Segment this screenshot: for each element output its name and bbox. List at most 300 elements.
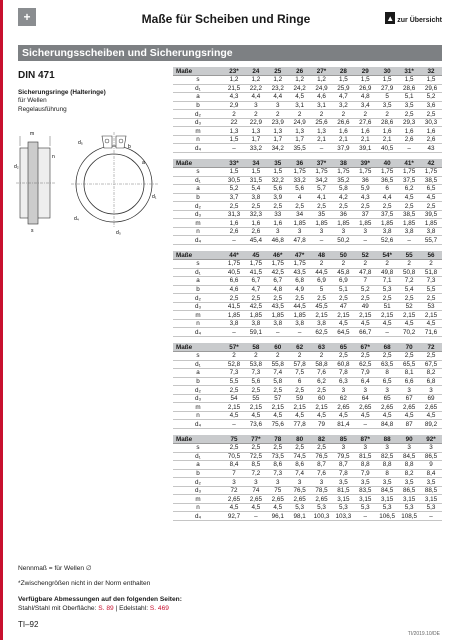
value-cell: 1,3 xyxy=(223,127,245,136)
value-cell: 2,1 xyxy=(311,135,333,144)
value-cell: 4,5 xyxy=(267,503,289,512)
label-a: a xyxy=(142,160,145,166)
value-cell: 1,6 xyxy=(376,127,398,136)
value-cell: 5,3 xyxy=(332,503,354,512)
value-cell: 2,15 xyxy=(267,403,289,412)
value-cell: 86,5 xyxy=(398,486,420,495)
value-cell: 63 xyxy=(311,343,333,352)
value-cell: 84,8 xyxy=(376,420,398,429)
value-cell: 45 xyxy=(245,251,267,260)
value-cell: 1,75 xyxy=(376,168,398,177)
value-cell: 37,9 xyxy=(332,144,354,153)
value-cell: 38,5 xyxy=(420,176,442,185)
table-row xyxy=(173,268,442,277)
value-cell: 79 xyxy=(311,420,333,429)
value-cell: 2,5 xyxy=(376,352,398,361)
value-cell: 55 xyxy=(245,394,267,403)
value-cell: 72,5 xyxy=(245,452,267,461)
value-cell: 43,5 xyxy=(267,302,289,311)
value-cell: 52 xyxy=(398,302,420,311)
value-cell: 3 xyxy=(289,227,311,236)
label-d1: d₁ xyxy=(152,194,157,200)
norm-title: DIN 471 xyxy=(18,70,55,81)
value-cell: 4,5 xyxy=(289,93,311,102)
value-cell: 1,85 xyxy=(267,311,289,320)
table-row xyxy=(173,452,442,461)
value-cell: 5,4 xyxy=(245,185,267,194)
label-n: n xyxy=(52,154,55,160)
value-cell: 7,2 xyxy=(245,469,267,478)
value-cell: 4,5 xyxy=(354,411,376,420)
table-header-row xyxy=(173,67,442,76)
value-cell: 36 xyxy=(289,159,311,168)
value-cell: 27* xyxy=(311,67,333,76)
value-cell: 60 xyxy=(311,394,333,403)
value-cell: 75,6 xyxy=(267,420,289,429)
value-cell: 96,1 xyxy=(267,512,289,521)
table-header-row xyxy=(173,251,442,260)
row-label-cell: Maße xyxy=(173,343,223,352)
table-row xyxy=(173,193,442,202)
value-cell: 42 xyxy=(420,159,442,168)
value-cell: 3,5 xyxy=(420,478,442,487)
value-cell: 1,3 xyxy=(289,127,311,136)
value-cell: 4,5 xyxy=(311,411,333,420)
value-cell: 3,7 xyxy=(223,193,245,202)
table-row xyxy=(173,210,442,219)
value-cell: 29,3 xyxy=(398,118,420,127)
row-label-cell: m xyxy=(173,311,223,320)
table-header-row xyxy=(173,159,442,168)
table-row xyxy=(173,469,442,478)
row-label-cell: Maße xyxy=(173,159,223,168)
value-cell: 4,6 xyxy=(223,285,245,294)
value-cell: 4,6 xyxy=(311,93,333,102)
value-cell: 30,5 xyxy=(223,176,245,185)
ring-lug-right xyxy=(116,136,126,148)
ref-separator: | xyxy=(113,605,120,612)
table-row xyxy=(173,503,442,512)
value-cell: 4,5 xyxy=(398,319,420,328)
row-label-cell: b xyxy=(173,469,223,478)
table-header-row xyxy=(173,343,442,352)
value-cell: 75 xyxy=(267,486,289,495)
value-cell: 71,6 xyxy=(420,328,442,337)
value-cell: 3,5 xyxy=(332,478,354,487)
value-cell: 1,6 xyxy=(332,127,354,136)
product-description xyxy=(18,89,106,114)
value-cell: 37 xyxy=(354,210,376,219)
value-cell: 25 xyxy=(267,67,289,76)
value-cell: 3 xyxy=(354,227,376,236)
value-cell: 51 xyxy=(376,302,398,311)
row-label-cell: a xyxy=(173,93,223,102)
table-row xyxy=(173,411,442,420)
value-cell: 5,3 xyxy=(289,503,311,512)
value-cell: 50,2 xyxy=(332,236,354,245)
value-cell: 106,5 xyxy=(376,512,398,521)
value-cell: 2 xyxy=(245,352,267,361)
value-cell: 1,5 xyxy=(223,135,245,144)
value-cell: 3,6 xyxy=(420,101,442,110)
value-cell: 23,2 xyxy=(267,84,289,93)
table-row xyxy=(173,176,442,185)
value-cell: 33,2 xyxy=(245,144,267,153)
value-cell: 31,5 xyxy=(245,176,267,185)
value-cell: 1,75 xyxy=(332,168,354,177)
value-cell: 100,3 xyxy=(311,512,333,521)
value-cell: 1,75 xyxy=(354,168,376,177)
value-cell: 31,3 xyxy=(223,210,245,219)
value-cell: 6,9 xyxy=(332,277,354,286)
value-cell: 2,5 xyxy=(376,202,398,211)
row-label-cell: d₃ xyxy=(173,118,223,127)
value-cell: 2 xyxy=(376,110,398,119)
row-label-cell: a xyxy=(173,369,223,378)
value-cell: 5 xyxy=(311,285,333,294)
value-cell: 36 xyxy=(332,210,354,219)
value-cell: 36,5 xyxy=(376,176,398,185)
value-cell: 23* xyxy=(223,67,245,76)
value-cell: 39,1 xyxy=(354,144,376,153)
value-cell: 3 xyxy=(223,478,245,487)
row-label-cell: b xyxy=(173,101,223,110)
value-cell: 56 xyxy=(420,251,442,260)
value-cell: 6,5 xyxy=(376,377,398,386)
value-cell: 27,9 xyxy=(376,84,398,93)
value-cell: 54* xyxy=(376,251,398,260)
table-row xyxy=(173,135,442,144)
value-cell: 5,3 xyxy=(376,285,398,294)
value-cell: 3,8 xyxy=(223,319,245,328)
value-cell: 44,5 xyxy=(311,268,333,277)
arrow-up-book-icon: ▲ xyxy=(386,13,395,23)
label-s: s xyxy=(31,228,34,234)
value-cell: 8,1 xyxy=(398,369,420,378)
value-cell: 1,85 xyxy=(354,219,376,228)
value-cell: 4,4 xyxy=(376,193,398,202)
value-cell: 4,5 xyxy=(267,411,289,420)
value-cell: 5,3 xyxy=(376,503,398,512)
value-cell: 67,5 xyxy=(420,360,442,369)
value-cell: 81,5 xyxy=(354,452,376,461)
table-row xyxy=(173,219,442,228)
value-cell: 7,3 xyxy=(420,277,442,286)
value-cell: 24,9 xyxy=(289,118,311,127)
table-row xyxy=(173,328,442,337)
value-cell: 3,9 xyxy=(267,193,289,202)
value-cell: 4,5 xyxy=(332,319,354,328)
value-cell: 2 xyxy=(267,110,289,119)
row-label-cell: s xyxy=(173,260,223,269)
row-label-cell: d₂ xyxy=(173,386,223,395)
value-cell: 1,6 xyxy=(223,219,245,228)
value-cell: 85 xyxy=(332,435,354,444)
value-cell: 2,65 xyxy=(245,495,267,504)
value-cell: 2,1 xyxy=(332,135,354,144)
value-cell: 47,8 xyxy=(289,236,311,245)
dimension-table xyxy=(173,159,442,245)
value-cell: 24,2 xyxy=(289,84,311,93)
row-label-cell: b xyxy=(173,377,223,386)
value-cell: 3,8 xyxy=(420,227,442,236)
table-row xyxy=(173,227,442,236)
value-cell: 6,9 xyxy=(311,277,333,286)
value-cell: 2,5 xyxy=(289,202,311,211)
value-cell: 8,4 xyxy=(420,469,442,478)
value-cell: 3,8 xyxy=(289,319,311,328)
value-cell: 78,5 xyxy=(311,486,333,495)
value-cell: 4,5 xyxy=(420,193,442,202)
value-cell: – xyxy=(267,328,289,337)
value-cell: 81,5 xyxy=(332,486,354,495)
value-cell: 64,5 xyxy=(332,328,354,337)
value-cell: 55,7 xyxy=(420,236,442,245)
value-cell: 2,5 xyxy=(420,202,442,211)
value-cell: 41,5 xyxy=(223,302,245,311)
value-cell: 42,5 xyxy=(245,302,267,311)
value-cell: 6,5 xyxy=(420,185,442,194)
value-cell: 1,85 xyxy=(223,311,245,320)
value-cell: 31* xyxy=(398,67,420,76)
value-cell: 2,5 xyxy=(420,352,442,361)
value-cell: – xyxy=(223,144,245,153)
table-row xyxy=(173,185,442,194)
value-cell: 3,8 xyxy=(398,227,420,236)
value-cell: 47,8 xyxy=(354,268,376,277)
value-cell: 34,2 xyxy=(267,144,289,153)
ref-label-stainless: Edelstahl: xyxy=(119,605,150,612)
row-label-cell: s xyxy=(173,168,223,177)
value-cell: 8,7 xyxy=(332,461,354,470)
value-cell: 8,5 xyxy=(245,461,267,470)
table-row xyxy=(173,76,442,85)
value-cell: 87* xyxy=(354,435,376,444)
row-label-cell: d₃ xyxy=(173,210,223,219)
row-label-cell: d₁ xyxy=(173,84,223,93)
row-label-cell: a xyxy=(173,461,223,470)
value-cell: 1,75 xyxy=(289,260,311,269)
value-cell: 2,65 xyxy=(289,495,311,504)
value-cell: 2,6 xyxy=(398,135,420,144)
value-cell: 6 xyxy=(289,377,311,386)
value-cell: 3,2 xyxy=(332,101,354,110)
value-cell: 2 xyxy=(223,352,245,361)
value-cell: 3,15 xyxy=(332,495,354,504)
value-cell: 76,5 xyxy=(289,486,311,495)
value-cell: 2,5 xyxy=(376,294,398,303)
table-row xyxy=(173,486,442,495)
value-cell: – xyxy=(398,236,420,245)
value-cell: 2,5 xyxy=(311,202,333,211)
ref-link-stainless[interactable]: S. 469 xyxy=(149,605,169,612)
retaining-ring-drawing xyxy=(16,128,166,240)
value-cell: 8,6 xyxy=(267,461,289,470)
value-cell: 2 xyxy=(289,352,311,361)
value-cell: 2,15 xyxy=(311,403,333,412)
value-cell: 59,1 xyxy=(245,328,267,337)
value-cell: 3 xyxy=(267,101,289,110)
value-cell: 34,2 xyxy=(311,176,333,185)
table-row xyxy=(173,285,442,294)
available-sizes-refs xyxy=(18,605,169,612)
value-cell: – xyxy=(354,236,376,245)
dimension-table xyxy=(173,343,442,429)
value-cell: 5,2 xyxy=(354,285,376,294)
value-cell: 7,2 xyxy=(398,277,420,286)
value-cell: 1,3 xyxy=(267,127,289,136)
value-cell: 5,3 xyxy=(354,503,376,512)
value-cell: 2,9 xyxy=(223,101,245,110)
value-cell: 2,5 xyxy=(420,294,442,303)
row-label-cell: d₁ xyxy=(173,268,223,277)
value-cell: 3,15 xyxy=(376,495,398,504)
table-row xyxy=(173,369,442,378)
value-cell: 33* xyxy=(223,159,245,168)
value-cell: 40 xyxy=(376,159,398,168)
row-label-cell: n xyxy=(173,503,223,512)
row-label-cell: a xyxy=(173,185,223,194)
value-cell: 5,2 xyxy=(223,185,245,194)
value-cell: 2,5 xyxy=(245,294,267,303)
value-cell: 2,15 xyxy=(376,311,398,320)
value-cell: 7,3 xyxy=(245,369,267,378)
value-cell: 46,8 xyxy=(267,236,289,245)
value-cell: 3 xyxy=(398,386,420,395)
value-cell: 2,5 xyxy=(332,202,354,211)
value-cell: 84,5 xyxy=(376,486,398,495)
value-cell: 2,65 xyxy=(267,495,289,504)
value-cell: 3 xyxy=(376,444,398,453)
value-cell: 7,3 xyxy=(223,369,245,378)
value-cell: 5,1 xyxy=(398,93,420,102)
value-cell: 36 xyxy=(354,176,376,185)
page-title: Maße für Scheiben und Ringe xyxy=(141,12,311,26)
value-cell: 1,6 xyxy=(420,127,442,136)
value-cell: 30,3 xyxy=(420,118,442,127)
row-label-cell: d₂ xyxy=(173,294,223,303)
value-cell: 1,75 xyxy=(398,168,420,177)
row-label-cell: m xyxy=(173,495,223,504)
value-cell: 4,4 xyxy=(245,93,267,102)
value-cell: 87 xyxy=(398,420,420,429)
value-cell: – xyxy=(223,420,245,429)
value-cell: 5 xyxy=(376,93,398,102)
value-cell: – xyxy=(354,512,376,521)
value-cell: 3 xyxy=(354,444,376,453)
value-cell: 3,5 xyxy=(354,478,376,487)
value-cell: 2 xyxy=(311,110,333,119)
value-cell: 2,5 xyxy=(398,294,420,303)
value-cell: 78 xyxy=(267,435,289,444)
value-cell: 2,5 xyxy=(223,202,245,211)
value-cell: 62,5 xyxy=(311,328,333,337)
row-label-cell: s xyxy=(173,76,223,85)
value-cell: 2,5 xyxy=(267,386,289,395)
value-cell: 7,8 xyxy=(332,369,354,378)
available-sizes-heading: Verfügbare Abmessungen auf den folgenden Seiten: xyxy=(18,596,182,603)
value-cell: 2,5 xyxy=(223,294,245,303)
row-label-cell: d₂ xyxy=(173,202,223,211)
row-label-cell: m xyxy=(173,403,223,412)
table-row xyxy=(173,478,442,487)
value-cell: 4,5 xyxy=(376,319,398,328)
value-cell: 8,7 xyxy=(311,461,333,470)
value-cell: 2,5 xyxy=(267,202,289,211)
value-cell: 1,75 xyxy=(245,260,267,269)
value-cell: 3 xyxy=(332,444,354,453)
value-cell: 8,8 xyxy=(376,461,398,470)
ref-link-steel[interactable]: S. 89 xyxy=(98,605,114,612)
value-cell: 1,3 xyxy=(311,127,333,136)
table-row xyxy=(173,101,442,110)
description-line: Sicherungsringe (Halteringe) xyxy=(18,89,106,96)
value-cell: 2 xyxy=(223,110,245,119)
value-cell: 45,4 xyxy=(245,236,267,245)
value-cell: 2,5 xyxy=(311,444,333,453)
value-cell: 7,6 xyxy=(311,369,333,378)
value-cell: 5,5 xyxy=(420,285,442,294)
value-cell: 2,5 xyxy=(245,444,267,453)
table-row xyxy=(173,294,442,303)
value-cell: 59 xyxy=(289,394,311,403)
value-cell: 1,6 xyxy=(245,219,267,228)
row-label-cell: d₄ xyxy=(173,236,223,245)
row-label-cell: b xyxy=(173,193,223,202)
page-number: TI–92 xyxy=(18,620,39,629)
value-cell: 81,4 xyxy=(332,420,354,429)
value-cell: 2 xyxy=(267,352,289,361)
value-cell: 27,6 xyxy=(354,118,376,127)
value-cell: 32,3 xyxy=(245,210,267,219)
overview-link[interactable] xyxy=(385,12,442,24)
value-cell: 7 xyxy=(354,277,376,286)
value-cell: 4,7 xyxy=(245,285,267,294)
value-cell: – xyxy=(354,420,376,429)
value-cell: 2,15 xyxy=(289,403,311,412)
value-cell: 8,2 xyxy=(398,469,420,478)
value-cell: 76,5 xyxy=(311,452,333,461)
value-cell: 2,5 xyxy=(354,294,376,303)
value-cell: 2,15 xyxy=(398,311,420,320)
value-cell: 2 xyxy=(354,260,376,269)
value-cell: 3,5 xyxy=(376,101,398,110)
table-row xyxy=(173,202,442,211)
value-cell: 4,5 xyxy=(289,411,311,420)
value-cell: 3,5 xyxy=(398,478,420,487)
label-m: m xyxy=(30,131,35,137)
value-cell: 41* xyxy=(398,159,420,168)
value-cell: 3,1 xyxy=(311,101,333,110)
nennmass-note: Nennmaß = für Wellen ∅ xyxy=(18,565,92,572)
value-cell: 2,5 xyxy=(332,294,354,303)
value-cell: 7,9 xyxy=(354,369,376,378)
row-label-cell: n xyxy=(173,411,223,420)
value-cell: 4,5 xyxy=(354,319,376,328)
page-accent-bar xyxy=(0,0,3,640)
table-row xyxy=(173,144,442,153)
row-label-cell: Maße xyxy=(173,251,223,260)
value-cell: 2 xyxy=(311,352,333,361)
value-cell: 22,9 xyxy=(245,118,267,127)
value-cell: 1,2 xyxy=(245,76,267,85)
value-cell: 3,8 xyxy=(245,319,267,328)
value-cell: 4,5 xyxy=(398,193,420,202)
value-cell: 4,3 xyxy=(223,93,245,102)
value-cell: 7,9 xyxy=(354,469,376,478)
row-label-cell: s xyxy=(173,444,223,453)
value-cell: 7,6 xyxy=(311,469,333,478)
